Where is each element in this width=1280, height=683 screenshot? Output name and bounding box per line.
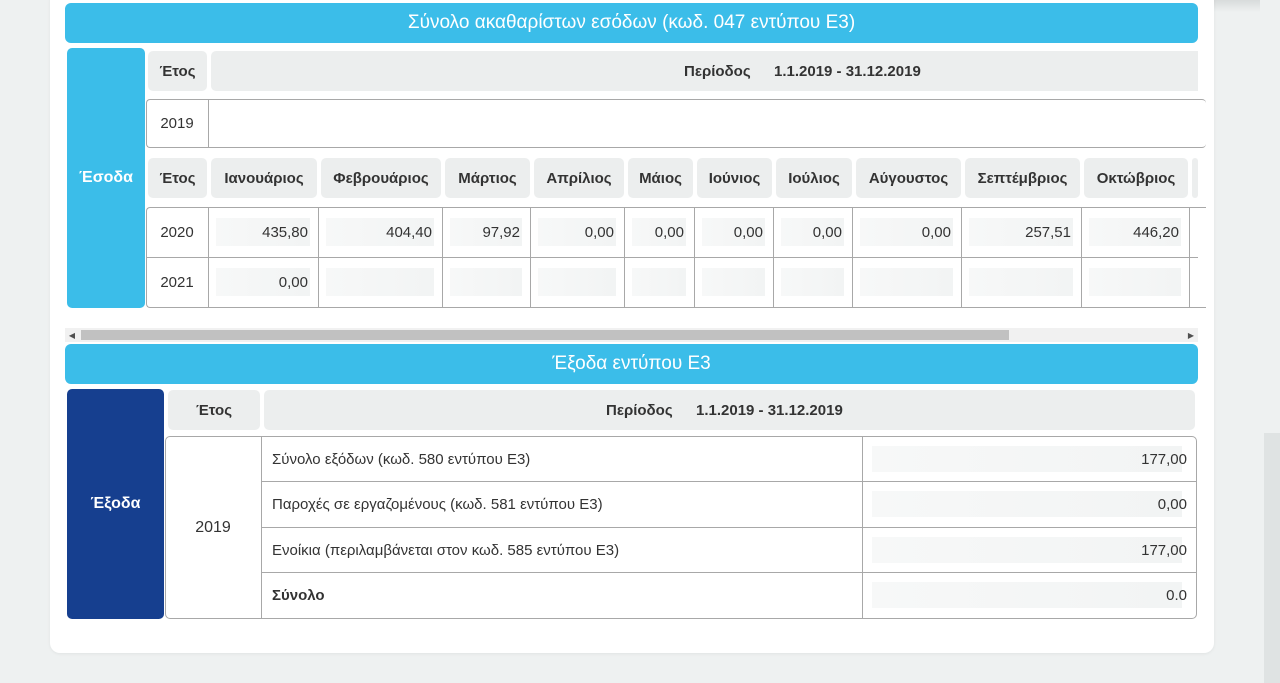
- scroll-right-icon[interactable]: ▶: [1187, 330, 1195, 340]
- month-value-cell: [442, 258, 520, 307]
- month-header: Φεβρουάριος: [321, 158, 441, 198]
- month-value-cell: 446,20: [1133, 224, 1179, 241]
- expenses-period-label: Περίοδος: [606, 401, 673, 419]
- month-value-cell: [961, 258, 1071, 307]
- month-header-partial: [1192, 158, 1198, 198]
- expenses-row-label: Παροχές σε εργαζομένους (κωδ. 581 εντύπου Ε3): [272, 496, 603, 513]
- income-monthly-year-header: Έτος: [148, 158, 207, 198]
- month-value-cell: [624, 258, 684, 307]
- month-value-cell: 0,00: [654, 224, 684, 241]
- expenses-section-title: Έξοδα εντύπου Ε3: [65, 344, 1198, 384]
- month-value-cell: [530, 258, 614, 307]
- expenses-year-header: Έτος: [168, 390, 260, 430]
- income-horizontal-scrollbar[interactable]: [65, 328, 1198, 342]
- month-header: Αύγουστος: [856, 158, 961, 198]
- month-header: Μάρτιος: [445, 158, 530, 198]
- income-section-title: Σύνολο ακαθαρίστων εσόδων (κωδ. 047 εντύπου Ε3): [65, 3, 1198, 43]
- month-header: Μάιος: [628, 158, 693, 198]
- income-period-row: [146, 99, 1206, 148]
- month-value-cell: [318, 258, 432, 307]
- month-value-cell: 0,00: [812, 224, 842, 241]
- page-scrollbar-track[interactable]: [1264, 433, 1280, 683]
- expenses-row-value: 177,00: [1141, 450, 1187, 468]
- expenses-row-value: 177,00: [1141, 541, 1187, 559]
- month-header: Οκτώβριος: [1084, 158, 1188, 198]
- month-value-cell: 0,00: [733, 224, 763, 241]
- month-value-cell: 97,92: [482, 224, 520, 241]
- divider: [208, 99, 209, 148]
- scrollbar-thumb[interactable]: [81, 330, 1009, 340]
- expenses-period-header: [264, 390, 1195, 430]
- expenses-period-value: 1.1.2019 - 31.12.2019: [696, 401, 843, 419]
- month-header: Ιανουάριος: [211, 158, 317, 198]
- month-value-cell: [694, 258, 763, 307]
- month-header: Απρίλιος: [534, 158, 624, 198]
- month-value-cell: 0,00: [921, 224, 951, 241]
- month-value-cell: 404,40: [386, 224, 432, 241]
- month-value-cell: [852, 258, 951, 307]
- income-row-year: 2021: [160, 274, 194, 291]
- income-period-value: 1.1.2019 - 31.12.2019: [774, 62, 921, 80]
- month-value-cell: [1081, 258, 1179, 307]
- scroll-left-icon[interactable]: ◀: [68, 330, 76, 340]
- month-header: Σεπτέμβριος: [965, 158, 1080, 198]
- expenses-side-label: Έξοδα: [67, 389, 164, 619]
- income-year-header: Έτος: [148, 51, 207, 91]
- income-period-header: [211, 51, 1198, 91]
- income-period-label: Περίοδος: [684, 62, 751, 80]
- expenses-row-label: Ενοίκια (περιλαμβάνεται στον κωδ. 585 εντύπου Ε3): [272, 541, 620, 559]
- month-value-cell: 0,00: [278, 274, 308, 291]
- income-side-label: Έσοδα: [67, 48, 145, 308]
- expenses-row-label: Σύνολο εξόδων (κωδ. 580 εντύπου Ε3): [272, 450, 531, 468]
- income-row-year: 2020: [160, 224, 194, 241]
- month-value-cell: 257,51: [1025, 224, 1071, 241]
- month-header: Ιούνιος: [697, 158, 772, 198]
- expenses-total-value: 0.0: [1166, 587, 1187, 604]
- month-value-cell: 435,80: [262, 224, 308, 241]
- income-period-year: 2019: [160, 115, 194, 132]
- expenses-year: 2019: [195, 518, 231, 536]
- expenses-row-value: 0,00: [1157, 496, 1187, 513]
- month-value-cell: [773, 258, 842, 307]
- month-value-cell: 0,00: [584, 224, 614, 241]
- expenses-total-label: Σύνολο: [272, 587, 325, 604]
- month-header: Ιούλιος: [776, 158, 852, 198]
